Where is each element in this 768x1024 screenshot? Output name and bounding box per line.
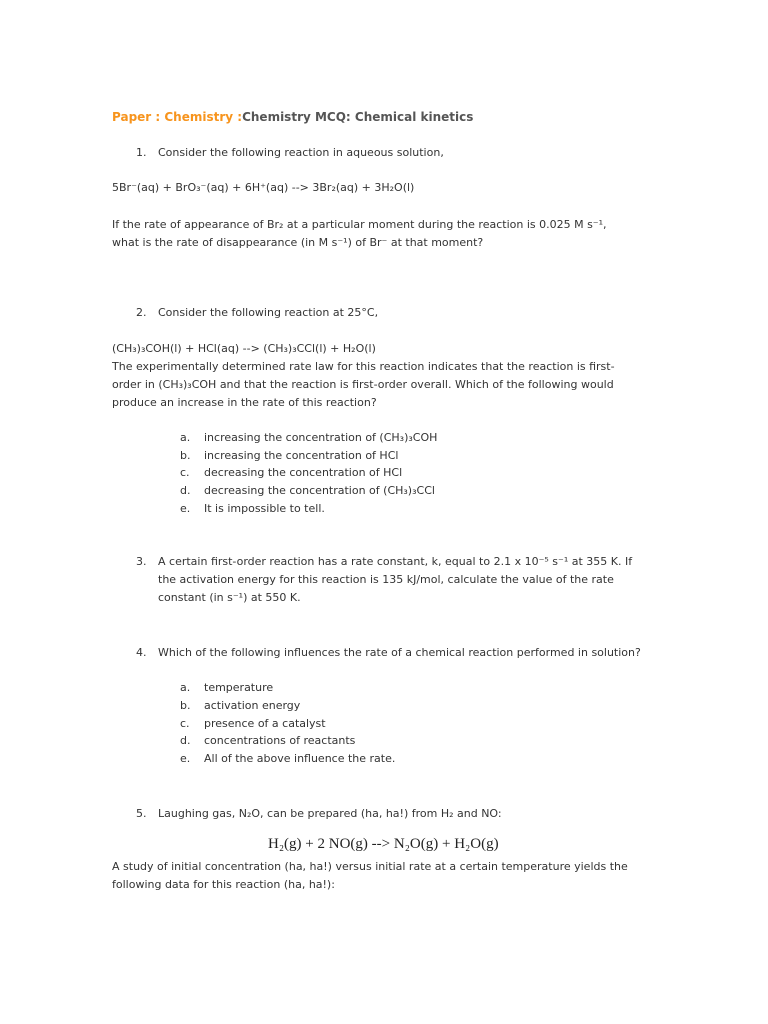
q3-line1: A certain first-order reaction has a rate constant, k, equal to 2.1 x 10⁻⁵ s⁻¹ at 355 K. If: [158, 555, 633, 568]
q3-line3: constant (in s⁻¹) at 550 K.: [158, 591, 301, 604]
q4-text: Which of the following influences the rate of a chemical reaction performed in solution?: [158, 646, 641, 659]
q5-body-line2: following data for this reaction (ha, ha!):: [112, 878, 335, 891]
q2-option-b: b. increasing the concentration of HCl: [180, 449, 399, 462]
q1-number: 1.: [136, 146, 147, 159]
q1-body-line2: what is the rate of disappearance (in M s⁻¹) of Br⁻ at that moment?: [112, 236, 484, 249]
q2-body-line1: The experimentally determined rate law for this reaction indicates that the reaction is first-: [112, 360, 615, 373]
q4-option-e: e. All of the above influence the rate.: [180, 752, 396, 765]
q2-text: Consider the following reaction at 25°C,: [158, 306, 379, 319]
q4-option-d: d. concentrations of reactants: [180, 734, 356, 747]
q5-number: 5.: [136, 807, 147, 820]
page-title: [112, 110, 473, 124]
q2-option-a: a. increasing the concentration of (CH₃)₃COH: [180, 431, 438, 444]
q2-equation: (CH₃)₃COH(l) + HCl(aq) --> (CH₃)₃CCl(l) + H₂O(l): [112, 342, 376, 355]
q2-option-d: d. decreasing the concentration of (CH₃)₃CCl: [180, 484, 435, 497]
q2-body-line2: order in (CH₃)₃COH and that the reaction is first-order overall. Which of the following would: [112, 378, 614, 391]
q4-option-c: c. presence of a catalyst: [180, 717, 326, 730]
q2-number: 2.: [136, 306, 147, 319]
q4-number: 4.: [136, 646, 147, 659]
paper-label: Paper : Chemistry :: [112, 110, 243, 124]
q3-number: 3.: [136, 555, 147, 568]
q4-option-b: b. activation energy: [180, 699, 301, 712]
q3-line2: the activation energy for this reaction is 135 kJ/mol, calculate the value of the rate: [158, 573, 614, 586]
title-main: Chemistry MCQ: Chemical kinetics: [242, 110, 474, 124]
q5-text: Laughing gas, N₂O, can be prepared (ha, ha!) from H₂ and NO:: [158, 807, 502, 820]
q4-option-a: a. temperature: [180, 681, 274, 694]
q1-body-line1: If the rate of appearance of Br₂ at a particular moment during the reaction is 0.025 M s⁻¹,: [112, 218, 607, 231]
q5-equation: H₂(g) + 2 NO(g) --> N₂O(g) + H₂O(g): [268, 836, 499, 852]
q2-option-e: e. It is impossible to tell.: [180, 502, 325, 515]
q2-body-line3: produce an increase in the rate of this reaction?: [112, 396, 377, 409]
q5-body-line1: A study of initial concentration (ha, ha!) versus initial rate at a certain temperature yields the: [112, 860, 628, 873]
q1-equation: 5Br⁻(aq) + BrO₃⁻(aq) + 6H⁺(aq) --> 3Br₂(aq) + 3H₂O(l): [112, 181, 415, 194]
q1-text: Consider the following reaction in aqueous solution,: [158, 146, 444, 159]
q2-option-c: c. decreasing the concentration of HCl: [180, 466, 403, 479]
